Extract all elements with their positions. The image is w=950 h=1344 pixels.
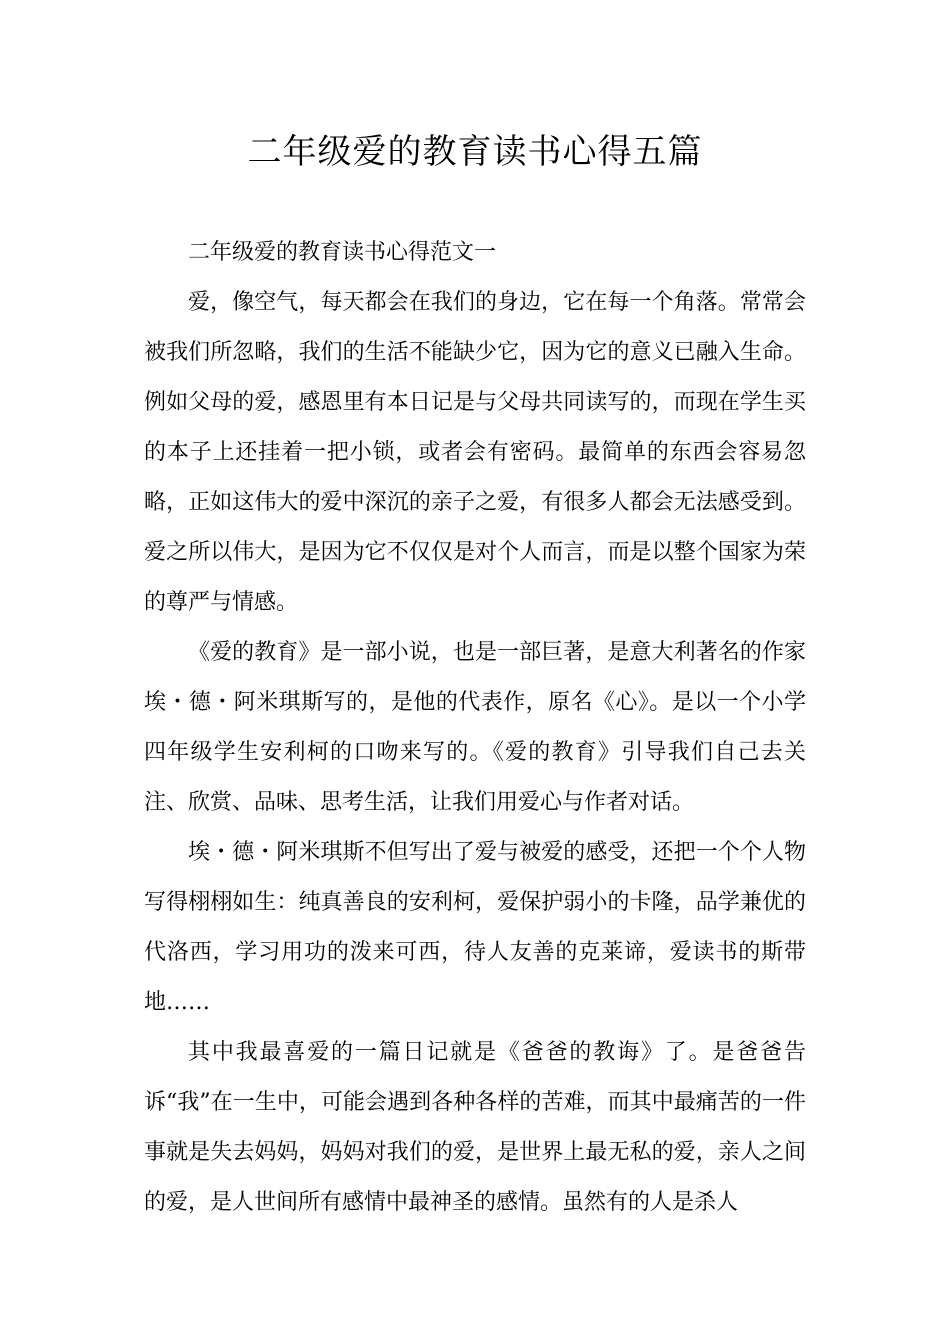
paragraph: 埃・德・阿米琪斯不但写出了爱与被爱的感受，还把一个个人物写得栩栩如生：纯真善良的安利柯，爱保护弱小的卡隆，品学兼优的代洛西，学习用功的泼来可西，待人友善的克莱谛，爱读书的斯带地…… — [144, 840, 806, 1015]
document-title: 二年级爱的教育读书心得五篇 — [247, 132, 703, 172]
section-heading: 二年级爱的教育读书心得范文一 — [188, 240, 497, 265]
document-body — [144, 228, 806, 1228]
paragraph: 其中我最喜爱的一篇日记就是《爸爸的教诲》了。是爸爸告诉“我”在一生中，可能会遇到各种各样的苦难，而其中最痛苦的一件事就是失去妈妈，妈妈对我们的爱，是世界上最无私的爱，亲人之间的爱，是人世间所有感情中最神圣的感情。虽然有的人是杀人 — [144, 1040, 806, 1215]
paragraph: 爱，像空气，每天都会在我们的身边，它在每一个角落。常常会被我们所忽略，我们的生活不能缺少它，因为它的意义已融入生命。例如父母的爱，感恩里有本日记是与父母共同读写的，而现在学生买的本子上还挂着一把小锁，或者会有密码。最简单的东西会容易忽略，正如这伟大的爱中深沉的亲子之爱，有很多人都会无法感受到。爱之所以伟大，是因为它不仅仅是对个人而言，而是以整个国家为荣的尊严与情感。 — [144, 290, 806, 615]
paragraph: 《爱的教育》是一部小说，也是一部巨著，是意大利著名的作家埃・德・阿米琪斯写的，是他的代表作，原名《心》。是以一个小学四年级学生安利柯的口吻来写的。《爱的教育》引导我们自己去关注、欣赏、品味、思考生活，让我们用爱心与作者对话。 — [144, 640, 806, 815]
